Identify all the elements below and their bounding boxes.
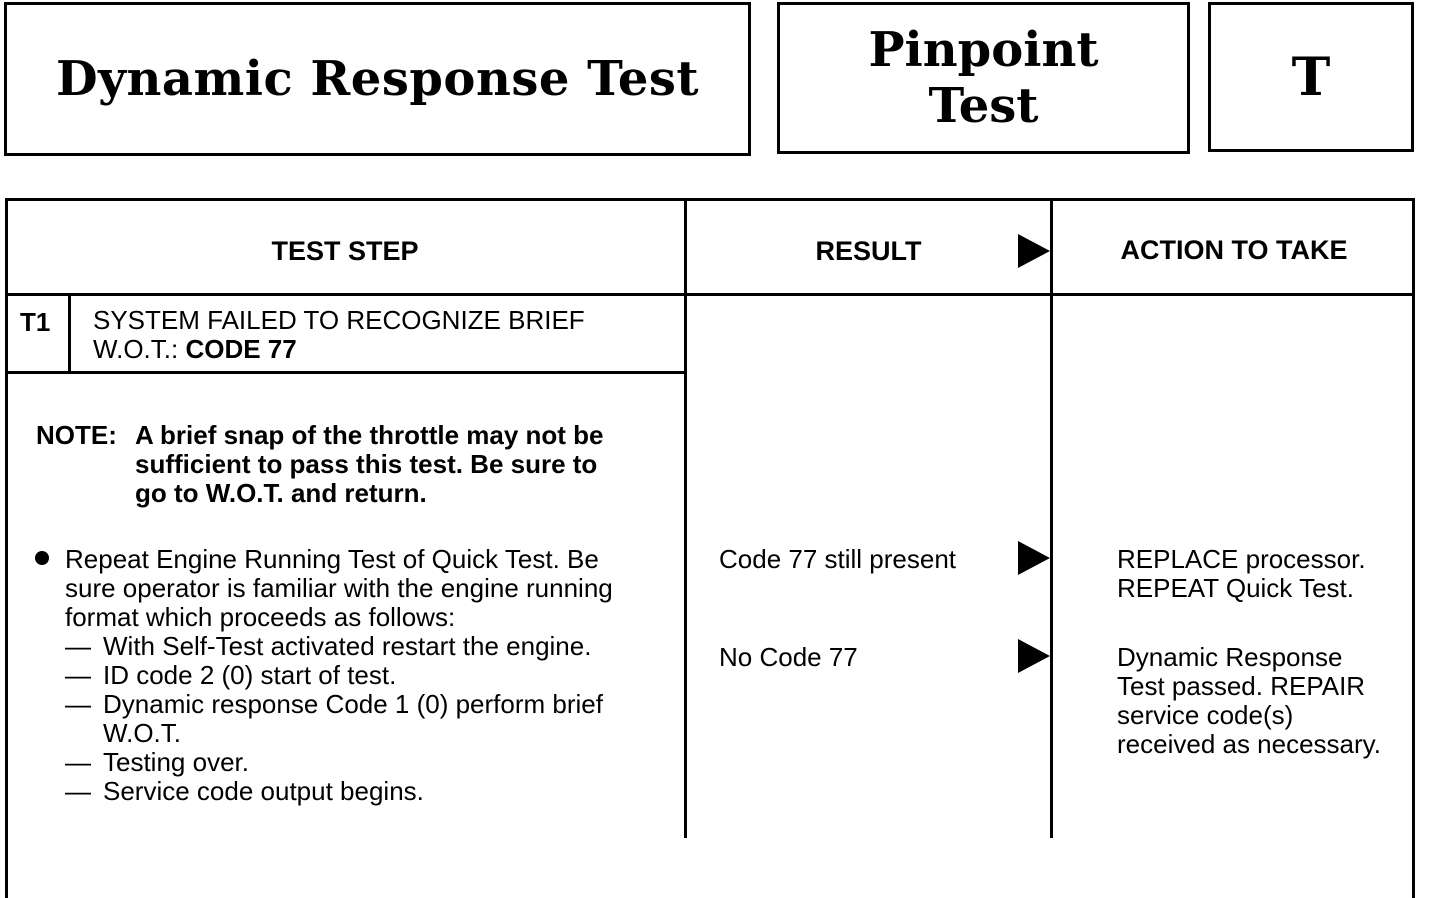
step-title xyxy=(93,306,585,364)
step-id-divider xyxy=(68,296,71,373)
action-1 xyxy=(1117,545,1366,603)
result-1: Code 77 still present xyxy=(719,544,957,574)
step-title-line2 xyxy=(93,335,585,364)
note-text xyxy=(135,421,604,508)
letter-box xyxy=(1208,2,1414,152)
note-line1: A brief snap of the throttle may not be xyxy=(135,420,604,450)
action-1-line1: REPLACE processor. xyxy=(1117,544,1366,574)
header-row-divider xyxy=(5,293,1415,296)
action-2-line1: Dynamic Response xyxy=(1117,642,1343,672)
action-2 xyxy=(1117,643,1381,759)
header-action: ACTION TO TAKE xyxy=(1120,235,1348,265)
sub-step: — Service code output begins. xyxy=(65,777,645,806)
bullet-line1: Repeat Engine Running Test of Quick Test. Be xyxy=(65,544,599,574)
action-2-line4: received as necessary. xyxy=(1117,729,1381,759)
note-label: NOTE: xyxy=(36,420,117,450)
sub-step: — Testing over. xyxy=(65,748,645,777)
action-2-line2: Test passed. REPAIR xyxy=(1117,671,1366,701)
page-title: Dynamic Response Test xyxy=(55,51,700,107)
pinpoint-label xyxy=(868,22,1098,134)
result-2-arrow-icon xyxy=(1018,639,1050,673)
step-title-divider xyxy=(5,371,686,374)
pinpoint-line2: Test xyxy=(928,78,1039,134)
action-1-line2: REPEAT Quick Test. xyxy=(1117,573,1354,603)
sub-step: — ID code 2 (0) start of test. xyxy=(65,661,645,690)
result-2: No Code 77 xyxy=(719,642,858,672)
action-2-line3: service code(s) xyxy=(1117,700,1294,730)
step-title-prefix: W.O.T.: xyxy=(93,334,186,364)
sub-step: — Dynamic response Code 1 (0) perform brief W.O.T. xyxy=(65,690,645,748)
bullet-line2: sure operator is familiar with the engine running xyxy=(65,573,613,603)
pinpoint-box xyxy=(777,2,1190,154)
section-letter: T xyxy=(1291,46,1331,108)
header-result: RESULT xyxy=(815,236,922,266)
step-title-line1: SYSTEM FAILED TO RECOGNIZE BRIEF xyxy=(93,305,585,335)
result-1-arrow-icon xyxy=(1018,541,1050,575)
sub-step: — With Self-Test activated restart the engine. xyxy=(65,632,645,661)
bullet-line3: format which proceeds as follows: xyxy=(65,602,456,632)
pinpoint-line1: Pinpoint xyxy=(868,22,1099,78)
title-box xyxy=(4,2,751,156)
bullet-instruction xyxy=(65,545,680,806)
sub-steps-list xyxy=(65,632,645,806)
note-line3: go to W.O.T. and return. xyxy=(135,478,427,508)
bullet-dot-icon xyxy=(35,551,49,565)
step-title-code: CODE 77 xyxy=(185,334,297,364)
step-id: T1 xyxy=(20,307,51,337)
note-line2: sufficient to pass this test. Be sure to xyxy=(135,449,598,479)
header-arrow-icon xyxy=(1018,234,1050,268)
header-test-step: TEST STEP xyxy=(271,236,419,266)
